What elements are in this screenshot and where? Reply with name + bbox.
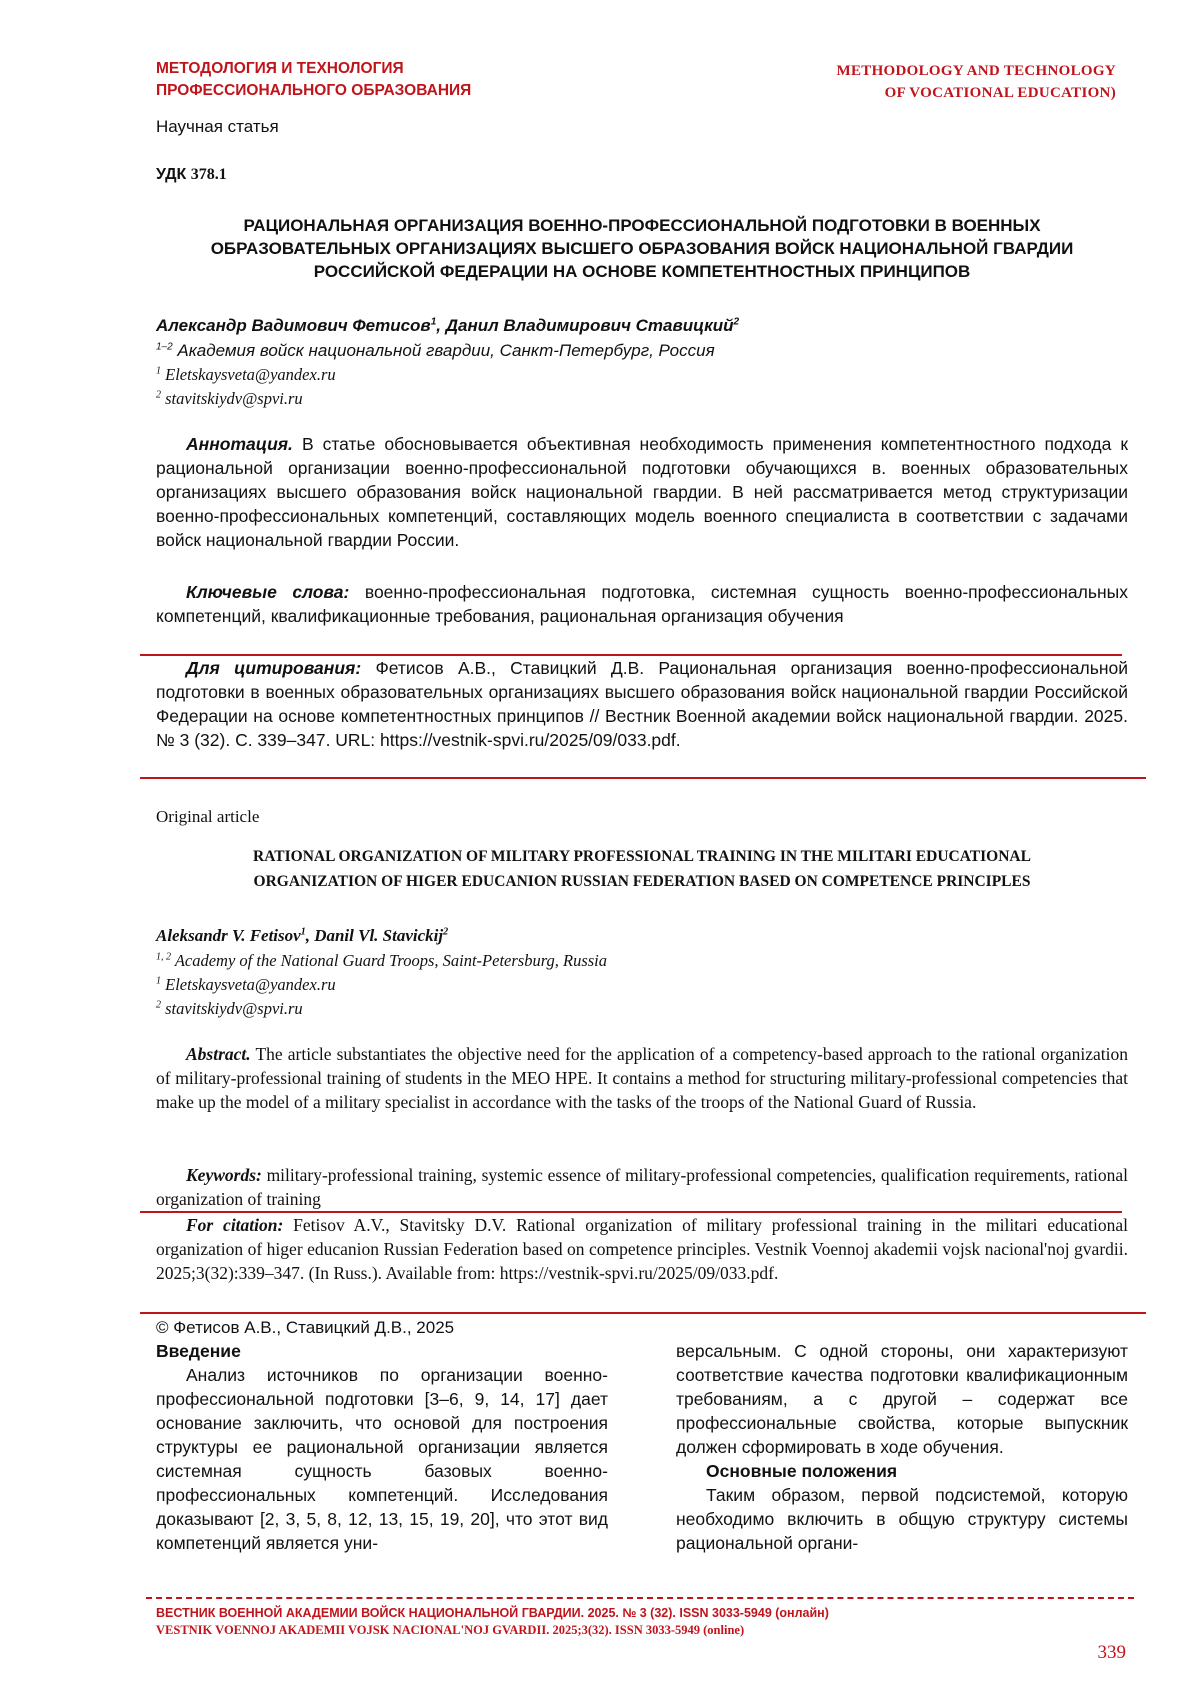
main-paragraph: Таким образом, первой подсистемой, которую необходимо включить в общую структуру системы рациональной органи-	[676, 1485, 1128, 1553]
title-en-line2: ORGANIZATION OF HIGER EDUCANION RUSSIAN FEDERATION BASED ON COMPETENCE PRINCIPLES	[253, 873, 1031, 890]
footer-divider	[146, 1597, 1134, 1599]
footer-journal-ru: ВЕСТНИК ВОЕННОЙ АКАДЕМИИ ВОЙСК НАЦИОНАЛЬНОЙ ГВАРДИИ. 2025. № 3 (32). ISSN 3033-5949 (онлайн)	[156, 1606, 829, 1620]
keywords-text-ru: военно-профессиональная подготовка, системная сущность военно-профессиональных компетенций, квалификационные требования, рациональная организация обучения	[156, 582, 1128, 626]
abstract-label-ru: Аннотация.	[186, 434, 293, 454]
citation-text-en: Fetisov A.V., Stavitsky D.V. Rational organization of military professional training in the militari educational organization of higer educanion Russian Federation based on competence principles. Vestnik Voennoj akademii vojsk nacional'noj gvardii. 2025;3(32):339–347. (In Russ.). Available from: https://vestnik-spvi.ru/2025/09/033.pdf.	[156, 1215, 1129, 1283]
running-header-en-line1: METHODOLOGY AND TECHNOLOGY	[836, 63, 1116, 79]
citation-en	[156, 1213, 1128, 1285]
author2-ru: Данил Владимирович Ставицкий	[445, 316, 734, 335]
affiliation-marks-ru: 1–2	[156, 341, 173, 353]
email1-en-link[interactable]: Eletskaysveta@yandex.ru	[165, 975, 336, 994]
udk-code	[156, 166, 227, 184]
article-type-ru: Научная статья	[156, 117, 279, 136]
author2-en: Danil Vl. Stavickij	[314, 926, 444, 945]
affiliation-en	[156, 949, 607, 973]
affiliation-text-ru: Академия войск национальной гвардии, Санкт-Петербург, Россия	[177, 341, 715, 360]
email1-en: $^1$ Eletskaysveta@yandex.ru	[156, 975, 336, 994]
email2-en: $^2$ stavitskiydv@spvi.ru	[156, 999, 303, 1018]
running-header-ru-line1: МЕТОДОЛОГИЯ И ТЕХНОЛОГИЯ	[156, 60, 404, 77]
affiliation-marks-en: 1, 2	[156, 951, 171, 963]
abstract-text-en: The article substantiates the objective need for the application of a competency-based approach to the rational organization of military-professional training of students in the MEO HPE. It contains a method for structuring military-professional competencies that make up the model of a military specialist in accordance with the tasks of the troops of the National Guard of Russia.	[156, 1044, 1128, 1112]
affiliation-ru	[156, 339, 715, 363]
email1-ru: $^1$ Eletskaysveta@yandex.ru	[156, 365, 336, 384]
running-header-ru	[156, 58, 471, 102]
abstract-en	[156, 1042, 1128, 1114]
body-column-left	[156, 1339, 608, 1555]
keywords-label-en: Keywords:	[186, 1165, 262, 1185]
udk-label: УДК	[156, 166, 187, 183]
keywords-text-en: military-professional training, systemic essence of military-professional competencies, qualification requirements, rational organization of training	[156, 1165, 1128, 1209]
footer-journal-en: VESTNIK VOENNOJ AKADEMII VOJSK NACIONAL'NOJ GVARDII. 2025;3(32). ISSN 3033-5949 (online)	[156, 1623, 745, 1637]
title-en-line1: RATIONAL ORGANIZATION OF MILITARY PROFESSIONAL TRAINING IN THE MILITARI EDUCATIONAL	[253, 848, 1031, 865]
citation-text-ru: Фетисов А.В., Ставицкий Д.В. Рациональная организация военно-профессиональной подготовки в военных образовательных организациях высшего образования войск национальной гвардии Российской Федерации на основе компетентностных принципов // Вестник Военной академии войск национальной гвардии. 2025. № 3 (32). С. 339–347. URL: https://vestnik-spvi.ru/2025/09/033.pdf.	[156, 658, 1128, 750]
email2-en-link[interactable]: stavitskiydv@spvi.ru	[165, 999, 303, 1018]
intro-heading: Введение	[156, 1341, 241, 1361]
divider-en-citation	[140, 1312, 1146, 1314]
title-ru: РАЦИОНАЛЬНАЯ ОРГАНИЗАЦИЯ ВОЕННО-ПРОФЕССИОНАЛЬНОЙ ПОДГОТОВКИ В ВОЕННЫХ ОБРАЗОВАТЕЛЬНЫХ ОРГАНИЗАЦИЯХ ВЫСШЕГО ОБРАЗОВАНИЯ ВОЙСК НАЦИОНАЛЬНОЙ ГВАРДИИ РОССИЙСКОЙ ФЕДЕРАЦИИ НА ОСНОВЕ КОМПЕТЕНТНОСТНЫХ ПРИНЦИПОВ	[210, 216, 1074, 281]
body-column-right	[676, 1339, 1128, 1555]
page-number: 339	[1097, 1642, 1126, 1663]
main-heading: Основные положения	[706, 1461, 898, 1481]
running-header-en	[837, 60, 1117, 104]
authors-en: Aleksandr V. Fetisov$^1$, Danil Vl. Stavickij$^2$	[156, 926, 449, 945]
running-header-ru-line2: ПРОФЕССИОНАЛЬНОГО ОБРАЗОВАНИЯ	[156, 82, 472, 99]
citation-ru	[156, 656, 1128, 752]
keywords-ru	[156, 580, 1128, 628]
intro-paragraph-continued: версальным. С одной стороны, они характеризуют соответствие качества подготовки квалификационным требованиям, а с другой – содержат все профессиональные свойства, которые выпускник должен сформировать в ходе обучения.	[676, 1341, 1128, 1457]
email1-ru-link[interactable]: Eletskaysveta@yandex.ru	[165, 365, 336, 384]
keywords-en	[156, 1163, 1128, 1211]
affiliation-text-en: Academy of the National Guard Troops, Saint-Petersburg, Russia	[174, 951, 608, 970]
email2-ru: $^2$ stavitskiydv@spvi.ru	[156, 389, 303, 408]
keywords-label-ru: Ключевые слова:	[186, 582, 350, 602]
citation-label-en: For citation:	[186, 1215, 284, 1235]
title-en	[156, 844, 1128, 894]
abstract-label-en: Abstract.	[186, 1044, 251, 1064]
running-header-en-line2: OF VOCATIONAL EDUCATION)	[884, 85, 1116, 101]
udk-value: 378.1	[190, 166, 227, 183]
abstract-ru	[156, 432, 1128, 552]
article-type-en: Original article	[156, 807, 260, 826]
author1-ru: Александр Вадимович Фетисов	[156, 316, 431, 335]
email2-ru-link[interactable]: stavitskiydv@spvi.ru	[165, 389, 303, 408]
author1-en: Aleksandr V. Fetisov	[156, 926, 301, 945]
intro-paragraph: Анализ источников по организации военно-профессиональной подготовки [3–6, 9, 14, 17] дает основание заключить, что основой для построения структуры ее рациональной организации является системная сущность базовых военно-профессиональных компетенций. Исследования доказывают [2, 3, 5, 8, 12, 13, 15, 19, 20], что этот вид компетенций является уни-	[156, 1365, 608, 1553]
copyright: © Фетисов А.В., Ставицкий Д.В., 2025	[156, 1318, 455, 1337]
divider-ru-citation	[140, 777, 1146, 779]
citation-label-ru: Для цитирования:	[186, 658, 362, 678]
abstract-text-ru: В статье обосновывается объективная необходимость применения компетентностного подхода к рациональной организации военно-профессиональной подготовки обучающихся в. военных образовательных организациях высшего образования войск национальной гвардии. В ней рассматривается метод структуризации военно-профессиональных компетенций, составляющих модель военного специалиста в соответствии с задачами войск национальной гвардии России.	[156, 434, 1128, 550]
authors-ru: Александр Вадимович Фетисов$^1$, Данил Владимирович Ставицкий$^2$	[156, 316, 740, 335]
